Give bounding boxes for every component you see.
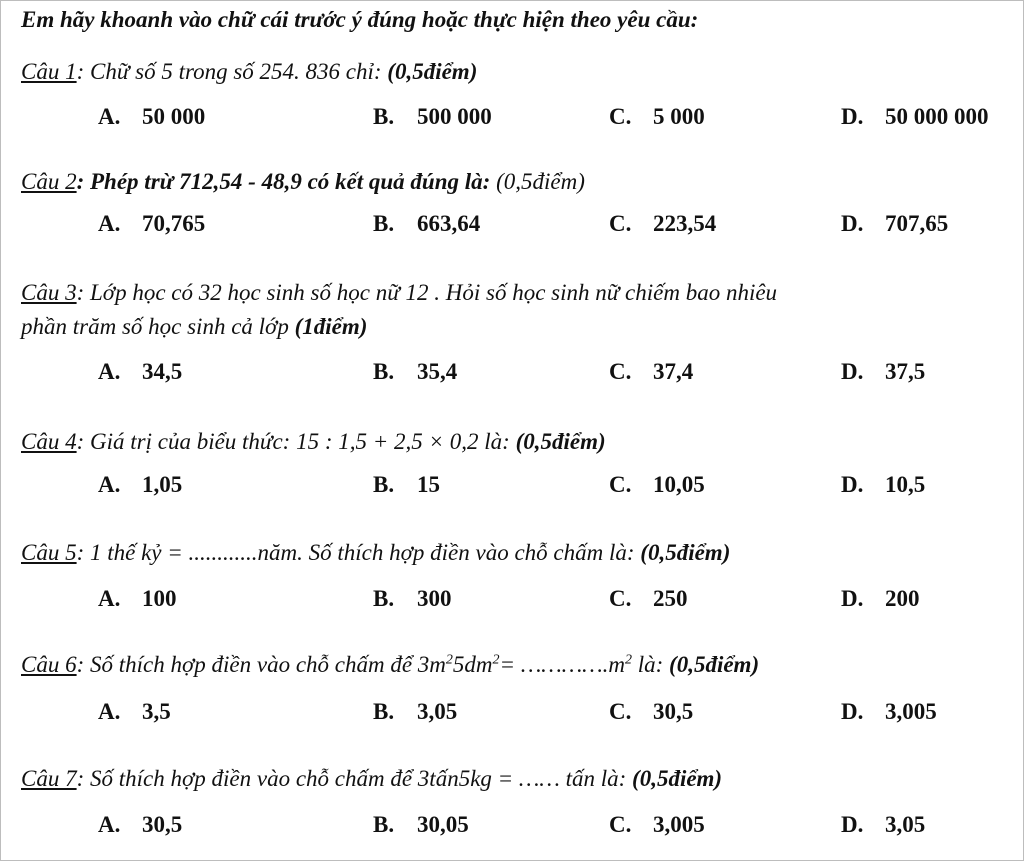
option-c[interactable]: C. 10,05 [609,472,705,497]
options-3 [1,356,1024,388]
option-c[interactable]: C. 5 000 [609,104,705,129]
question-points: (0,5điểm) [496,169,585,194]
instruction-heading: Em hãy khoanh vào chữ cái trước ý đúng hoặc thực hiện theo yêu cầu: [21,7,699,32]
option-c[interactable]: C. 37,4 [609,359,694,384]
option-b[interactable]: B. 300 [373,586,452,611]
question-text: : Chữ số 5 trong số 254. 836 chỉ: [76,59,388,84]
options-5 [1,583,1024,615]
option-d[interactable]: D. 200 [841,586,920,611]
question-3 [21,276,777,344]
option-a[interactable]: A. 34,5 [98,359,183,384]
question-7 [21,762,722,796]
option-b[interactable]: B. 15 [373,472,440,497]
question-label: Câu 6 [21,652,77,677]
question-label: Câu 4 [21,429,77,454]
question-label: Câu 3 [21,280,77,305]
option-a[interactable]: A. 30,5 [98,812,183,837]
question-text-line2: phần trăm số học sinh cả lớp (1điểm) [21,314,368,339]
option-a[interactable]: A. 3,5 [98,699,171,724]
question-text: : Phép trừ 712,54 - 48,9 có kết quả đúng là: [76,169,497,194]
option-b[interactable]: B. 500 000 [373,104,492,129]
question-points: (0,5điểm) [640,540,731,565]
options-1 [1,101,1024,133]
question-2 [21,165,585,199]
question-label: Câu 1 [21,59,77,84]
question-4 [21,425,606,459]
question-label: Câu 5 [21,540,77,565]
question-text: : Lớp học có 32 học sinh số học nữ 12 . Hỏi số học sinh nữ chiếm bao nhiêu [76,280,778,305]
question-points: (0,5điểm) [632,766,723,791]
question-points: (0,5điểm) [387,59,478,84]
question-text: : 1 thế kỷ = ............năm. Số thích hợp điền vào chỗ chấm là: [76,540,641,565]
option-b[interactable]: B. 663,64 [373,211,481,236]
option-d[interactable]: D. 707,65 [841,211,949,236]
question-5 [21,536,730,570]
question-points: (1điểm) [294,314,368,339]
option-a[interactable]: A. 50 000 [98,104,206,129]
option-a[interactable]: A. 100 [98,586,177,611]
option-a[interactable]: A. 1,05 [98,472,183,497]
question-text: : Giá trị của biểu thức: 15 : 1,5 + 2,5 × 0,2 là: [76,429,516,454]
option-c[interactable]: C. 3,005 [609,812,705,837]
question-label: Câu 7 [21,766,77,791]
option-d[interactable]: D. 3,005 [841,699,937,724]
options-6 [1,696,1024,728]
option-d[interactable]: D. 37,5 [841,359,926,384]
question-6 [21,648,759,682]
options-2 [1,208,1024,240]
options-4 [1,469,1024,501]
question-1 [21,55,477,89]
option-d[interactable]: D. 3,05 [841,812,926,837]
option-c[interactable]: C. 250 [609,586,688,611]
question-text: : Số thích hợp điền vào chỗ chấm để $3m^25dm^2=$ $\dots\dots\dots\dots.m^2$ là: [76,652,670,677]
option-a[interactable]: A. 70,765 [98,211,206,236]
question-points: (0,5điểm) [515,429,606,454]
option-b[interactable]: B. 3,05 [373,699,458,724]
options-7 [1,809,1024,841]
option-d[interactable]: D. 10,5 [841,472,926,497]
question-points: (0,5điểm) [669,652,760,677]
option-c[interactable]: C. 30,5 [609,699,694,724]
option-c[interactable]: C. 223,54 [609,211,717,236]
question-label: Câu 2 [21,169,77,194]
option-d[interactable]: D. 50 000 000 [841,104,989,129]
option-b[interactable]: B. 30,05 [373,812,469,837]
question-text: : Số thích hợp điền vào chỗ chấm để 3tấn5kg = …… tấn là: [76,766,633,791]
option-b[interactable]: B. 35,4 [373,359,458,384]
